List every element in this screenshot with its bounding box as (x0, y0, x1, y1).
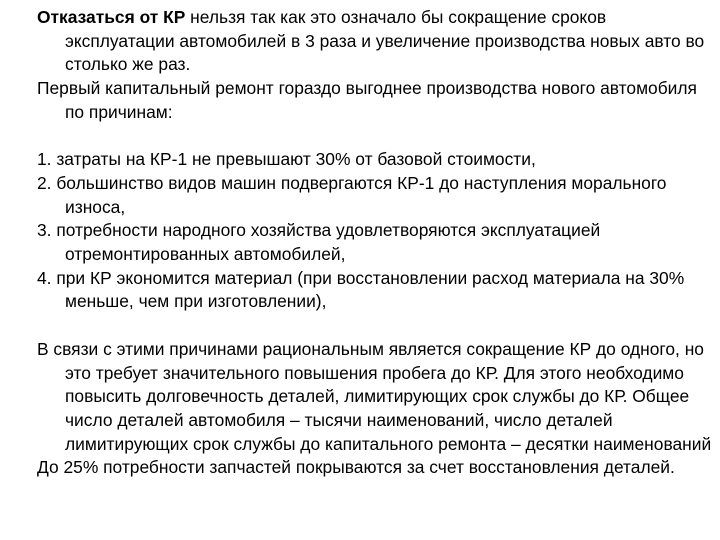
paragraph-text: Первый капитальный ремонт гораздо выгоднее производства нового автомобиля по причинам: (37, 78, 697, 122)
list-item-text: 3. потребности народного хозяйства удовлетворяются эксплуатацией отремонтированных автомобилей, (37, 220, 601, 265)
paragraph-text: До 25% потребности запчастей покрываются за счет восстановления деталей. (37, 457, 675, 478)
paragraph-first-overhaul (37, 77, 717, 124)
paragraph-spare-parts (37, 456, 717, 480)
list-item-text: 1. затраты на КР-1 не превышают 30% от базовой стоимости, (37, 149, 536, 170)
blank-line (37, 125, 717, 149)
list-item-2 (37, 172, 717, 219)
list-item-text: 2. большинство видов машин подвергаются КР-1 до наступления морального износа, (37, 172, 667, 217)
paragraph-rationale (37, 338, 717, 457)
paragraph-refuse-overhaul (37, 6, 717, 77)
paragraph-lead-bold: Отказаться от КР (37, 7, 186, 27)
blank-line (37, 314, 717, 338)
list-item-1 (37, 148, 717, 172)
paragraph-text: В связи с этими причинами рациональным является сокращение КР до одного, но это требует значительного повышения пробега до КР. Для этого необходимо повысить долговечность деталей, лимитирующих срок службы до КР. Общее число деталей автомобиля – тысячи наименований, число деталей лимитирующих срок службы до капитального ремонта – десятки наименований (37, 338, 712, 454)
slide-text-body (37, 6, 717, 480)
list-item-3 (37, 219, 717, 266)
list-item-4 (37, 267, 717, 314)
list-item-text: 4. при КР экономится материал (при восстановлении расход материала на 30% меньше, чем при изготовлении), (37, 267, 685, 312)
paragraph-text: нельзя так как это означало бы сокращение сроков эксплуатации автомобилей в 3 раза и увеличение производства новых авто во столько же раз. (65, 7, 705, 75)
